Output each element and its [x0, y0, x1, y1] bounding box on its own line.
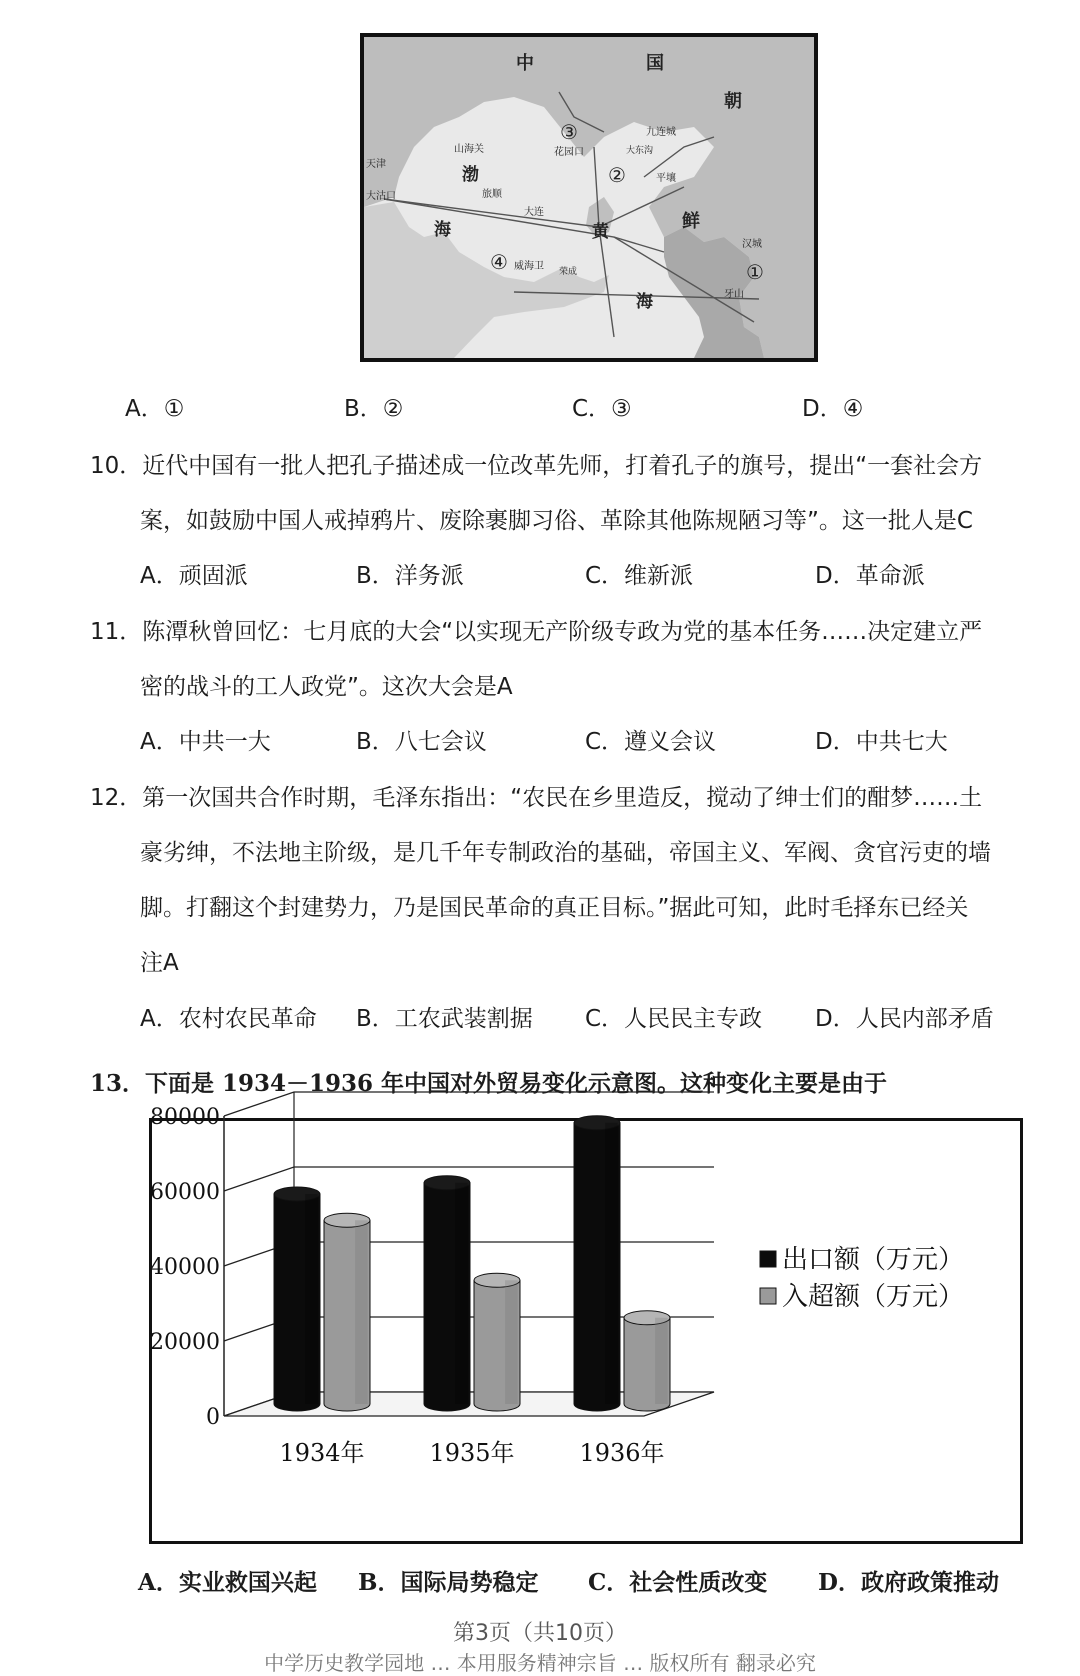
map-label-chao: 朝 — [724, 91, 742, 112]
q13-option-b: B．国际局势稳定 — [358, 1569, 539, 1596]
y-tick-label: 60000 — [150, 1180, 220, 1205]
map-label-tianjin: 天津 — [366, 159, 386, 170]
bar-1935年-入超额（万元） — [474, 1273, 520, 1411]
y-tick-label: 40000 — [150, 1255, 220, 1280]
chart-bars — [274, 1116, 670, 1411]
map-label-jiuliancheng: 九连城 — [646, 127, 676, 138]
map-label-bohai-hai: 海 — [434, 220, 451, 240]
bar-shading — [355, 1220, 368, 1404]
q10-option-d: D．革命派 — [815, 563, 925, 589]
map-label-huayuankou: 花园口 — [554, 147, 584, 158]
bar-1935年-出口额（万元） — [424, 1176, 470, 1411]
map-label-yashan: 牙山 — [724, 289, 744, 300]
q12-option-b: B．工农武装割据 — [356, 1006, 533, 1032]
q11-option-a: A．中共一大 — [140, 729, 271, 755]
y-tick-label: 20000 — [150, 1330, 220, 1355]
map-label-rongcheng: 荣成 — [559, 267, 578, 277]
q10-stem-line1: 10．近代中国有一批人把孔子描述成一位改革先师，打着孔子的旗号，提出“一套社会方 — [90, 453, 983, 479]
bar-shading — [655, 1318, 668, 1404]
q9-option-a: A．① — [125, 396, 185, 422]
x-tick-label: 1934年 — [279, 1439, 365, 1467]
legend-swatch — [760, 1251, 776, 1267]
q11-option-c: C．遵义会议 — [585, 729, 717, 755]
map-label-bo: 渤 — [462, 165, 479, 185]
bar-1934年-入超额（万元） — [324, 1213, 370, 1411]
bar-shading — [455, 1183, 468, 1404]
map-label-zhong: 中 — [516, 53, 534, 74]
map-label-xian: 鲜 — [682, 211, 700, 232]
map-label-dalian: 大连 — [524, 207, 544, 218]
map-label-hancheng: 汉城 — [742, 239, 762, 250]
trade-chart — [150, 1105, 1020, 1541]
chart-legend — [760, 1245, 964, 1312]
y-tick-label: 0 — [206, 1405, 220, 1430]
bar-1934年-出口额（万元） — [274, 1187, 320, 1411]
map-label-lushun: 旅顺 — [482, 189, 502, 200]
map-label-pingrang: 平壤 — [656, 173, 676, 184]
chart-x-axis — [279, 1439, 664, 1467]
map-label-dadonggou: 大东沟 — [626, 146, 654, 156]
x-tick-label: 1935年 — [429, 1439, 515, 1467]
q11-stem-line2: 密的战斗的工人政党”。这次大会是A — [140, 674, 513, 700]
q11-option-d: D．中共七大 — [815, 729, 948, 755]
q9-option-d: D．④ — [802, 396, 864, 422]
q13-option-d: D．政府政策推动 — [818, 1569, 999, 1596]
q11-stem-line1: 11．陈潭秋曾回忆：七月底的大会“以实现无产阶级专政为党的基本任务……决定建立严 — [90, 619, 983, 645]
page-number: 第3页（共10页） — [453, 1621, 627, 1646]
q10-stem-line2: 案，如鼓励中国人戒掉鸦片、废除裹脚习俗、革除其他陈规陋习等”。这一批人是C — [140, 508, 973, 534]
q13-option-a: A．实业救国兴起 — [138, 1569, 317, 1596]
y-tick-label: 80000 — [150, 1105, 220, 1130]
legend-label: 入超额（万元） — [782, 1282, 965, 1312]
map-label-dagukou: 大沽口 — [366, 191, 396, 202]
trade-chart-frame — [149, 1105, 1023, 1544]
bar-1936年-入超额（万元） — [624, 1311, 670, 1411]
map-svg — [364, 37, 814, 358]
map-marker-4: ④ — [490, 250, 508, 274]
q12-stem-line1: 12．第一次国共合作时期，毛泽东指出：“农民在乡里造反，搅动了绅士们的酣梦……土 — [90, 785, 983, 811]
map-label-huang: 黄 — [592, 222, 609, 242]
map-label-guo: 国 — [646, 53, 664, 74]
bar-shading — [505, 1280, 518, 1404]
map-label-huanghai-hai: 海 — [636, 292, 653, 312]
q11-option-b: B．八七会议 — [356, 729, 487, 755]
map-marker-3: ③ — [560, 120, 578, 144]
q10-option-a: A．顽固派 — [140, 563, 248, 589]
map-label-shanhaiguan: 山海关 — [454, 144, 484, 155]
q12-stem-line4: 注A — [140, 950, 179, 976]
q9-option-b: B．② — [344, 396, 404, 422]
x-tick-label: 1936年 — [579, 1439, 665, 1467]
battle-map-figure — [360, 33, 818, 362]
q13-option-c: C．社会性质改变 — [588, 1569, 768, 1596]
q10-option-b: B．洋务派 — [356, 563, 464, 589]
legend-swatch — [760, 1288, 776, 1304]
footer-note: 中学历史教学园地 … 本用服务精神宗旨 … 版权所有 翻录必究 — [264, 1651, 816, 1675]
land-shandong — [364, 202, 609, 358]
q12-option-d: D．人民内部矛盾 — [815, 1006, 994, 1032]
q12-option-c: C．人民民主专政 — [585, 1006, 763, 1032]
trade-chart-svg — [150, 1105, 1020, 1541]
q9-option-c: C．③ — [572, 396, 632, 422]
bar-shading — [305, 1194, 318, 1404]
map-marker-1: ① — [746, 260, 764, 284]
q12-option-a: A．农村农民革命 — [140, 1006, 317, 1032]
chart-y-axis — [150, 1105, 220, 1430]
q13-stem: 13．下面是 1934－1936 年中国对外贸易变化示意图。这种变化主要是由于 — [90, 1070, 888, 1097]
map-marker-2: ② — [608, 163, 626, 187]
q12-stem-line3: 脚。打翻这个封建势力，乃是国民革命的真正目标。”据此可知，此时毛择东已经关 — [140, 895, 969, 921]
legend-label: 出口额（万元） — [782, 1245, 965, 1275]
bar-1936年-出口额（万元） — [574, 1116, 620, 1411]
q10-option-c: C．维新派 — [585, 563, 694, 589]
q12-stem-line2: 豪劣绅，不法地主阶级，是几千年专制政治的基础，帝国主义、军阀、贪官污吏的墙 — [140, 840, 991, 866]
map-label-weihaiwei: 威海卫 — [514, 261, 544, 272]
bar-shading — [605, 1123, 618, 1404]
